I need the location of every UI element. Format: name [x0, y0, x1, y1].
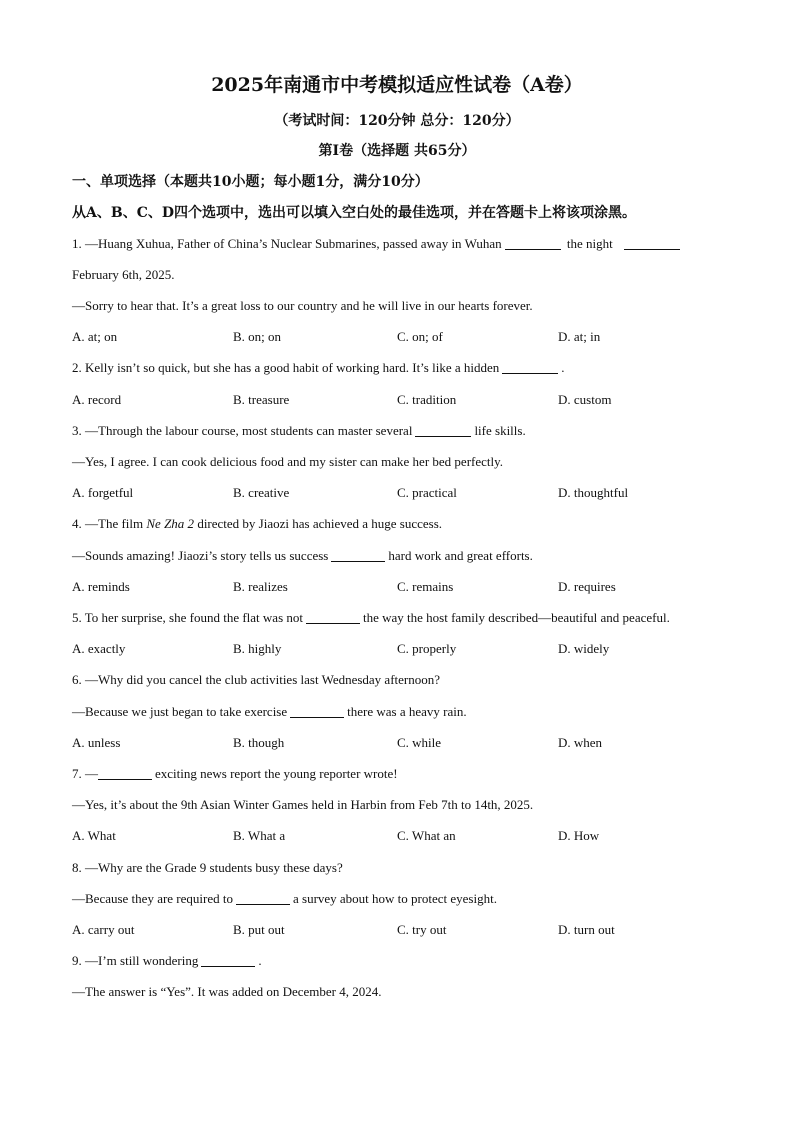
question-8-reply-text: —Because they are required to: [72, 891, 233, 906]
question-7-text: 7. —: [72, 766, 98, 781]
question-4-text: 4. —The film: [72, 516, 144, 531]
question-9-end: .: [258, 953, 262, 968]
option-d[interactable]: D. custom: [558, 392, 612, 407]
option-c[interactable]: C. remains: [397, 579, 454, 594]
question-8-reply: [72, 891, 497, 907]
exam-title: 2025年南通市中考模拟适应性试卷（A卷）: [211, 74, 583, 96]
answer-blank: [236, 903, 290, 905]
option-d[interactable]: D. when: [558, 735, 603, 750]
option-c[interactable]: C. practical: [397, 485, 457, 500]
question-6-reply-text: —Because we just began to take exercise: [72, 704, 288, 719]
option-c[interactable]: C. on; of: [397, 329, 443, 344]
option-a[interactable]: A. What: [72, 828, 116, 843]
option-a[interactable]: A. exactly: [72, 641, 126, 656]
section-heading: 一、单项选择（本题共10小题；每小题1分，满分10分）: [72, 174, 429, 190]
question-4-line: [72, 516, 442, 532]
question-1-options: [72, 329, 722, 345]
question-5-line: [72, 610, 670, 626]
option-b[interactable]: B. on; on: [233, 329, 282, 344]
option-b[interactable]: B. though: [233, 735, 285, 750]
question-6-line: 6. —Why did you cancel the club activities last Wednesday afternoon?: [72, 672, 441, 687]
question-6-reply: [72, 704, 467, 720]
option-a[interactable]: A. carry out: [72, 922, 135, 937]
answer-blank: [290, 716, 344, 718]
question-9-reply: —The answer is “Yes”. It was added on December 4, 2024.: [72, 984, 382, 999]
question-8-reply-end: a survey about how to protect eyesight.: [292, 891, 497, 906]
question-4-reply-end: hard work and great efforts.: [388, 548, 533, 563]
option-a[interactable]: A. at; on: [72, 329, 118, 344]
question-3-options: [72, 485, 722, 501]
volume-heading: 第Ⅰ卷（选择题 共65分）: [318, 143, 476, 159]
option-a[interactable]: A. unless: [72, 735, 121, 750]
option-c[interactable]: C. try out: [397, 922, 447, 937]
option-d[interactable]: D. turn out: [558, 922, 615, 937]
option-d[interactable]: D. How: [558, 828, 600, 843]
question-7-line: [72, 766, 398, 782]
question-6-options: [72, 735, 722, 751]
question-4-reply: [72, 548, 533, 564]
question-1-text-b: the night: [566, 236, 613, 251]
option-c[interactable]: C. What an: [397, 828, 456, 843]
question-7-text-b: exciting news report the young reporter wrote!: [155, 766, 398, 781]
question-6-reply-end: there was a heavy rain.: [347, 704, 467, 719]
film-title: Ne Zha 2: [146, 516, 195, 531]
question-4-text-b: directed by Jiaozi has achieved a huge success.: [197, 516, 443, 531]
answer-blank: [502, 372, 558, 374]
question-3-text: 3. —Through the labour course, most students can master several: [72, 423, 413, 438]
section-instruction: 从A、B、C、D四个选项中，选出可以填入空白处的最佳选项，并在答题卡上将该项涂黑。: [72, 205, 636, 221]
question-2-end: .: [561, 360, 565, 375]
question-9-text: 9. —I’m still wondering: [72, 953, 199, 968]
question-1-line-1: [72, 236, 683, 252]
question-5-text: 5. To her surprise, she found the flat was not: [72, 610, 303, 625]
option-b[interactable]: B. What a: [233, 828, 286, 843]
option-c[interactable]: C. properly: [397, 641, 457, 656]
question-2-options: [72, 392, 722, 408]
option-d[interactable]: D. requires: [558, 579, 616, 594]
question-1-line-2: February 6th, 2025.: [72, 267, 175, 282]
question-5-text-b: the way the host family described—beautiful and peaceful.: [363, 610, 670, 625]
exam-subtitle: （考试时间：120分钟 总分：120分）: [274, 113, 520, 129]
question-2-line: [72, 360, 565, 376]
question-4-options: [72, 579, 722, 595]
question-8-options: [72, 922, 722, 938]
question-4-reply-text: —Sounds amazing! Jiaozi’s story tells us success: [72, 548, 329, 563]
question-2-text: 2. Kelly isn’t so quick, but she has a good habit of working hard. It’s like a hidden: [72, 360, 500, 375]
question-7-options: [72, 828, 722, 844]
question-8-line: 8. —Why are the Grade 9 students busy these days?: [72, 860, 343, 875]
answer-blank: [505, 248, 561, 250]
answer-blank: [98, 778, 152, 780]
question-9-line: [72, 953, 262, 969]
option-a[interactable]: A. reminds: [72, 579, 130, 594]
option-b[interactable]: B. highly: [233, 641, 282, 656]
option-a[interactable]: A. record: [72, 392, 122, 407]
option-b[interactable]: B. put out: [233, 922, 285, 937]
answer-blank: [331, 560, 385, 562]
answer-blank: [306, 622, 360, 624]
question-1-text: 1. —Huang Xuhua, Father of China’s Nuclear Submarines, passed away in Wuhan: [72, 236, 502, 251]
question-3-reply: —Yes, I agree. I can cook delicious food and my sister can make her bed perfectly.: [72, 454, 504, 469]
question-7-reply: —Yes, it’s about the 9th Asian Winter Games held in Harbin from Feb 7th to 14th, 2025.: [72, 797, 534, 812]
answer-blank: [415, 435, 471, 437]
question-1-reply: —Sorry to hear that. It’s a great loss to our country and he will live in our hearts forever.: [72, 298, 533, 313]
option-d[interactable]: D. thoughtful: [558, 485, 629, 500]
option-c[interactable]: C. tradition: [397, 392, 457, 407]
answer-blank: [624, 248, 680, 250]
option-d[interactable]: D. widely: [558, 641, 610, 656]
option-a[interactable]: A. forgetful: [72, 485, 134, 500]
option-c[interactable]: C. while: [397, 735, 442, 750]
question-5-options: [72, 641, 722, 657]
answer-blank: [201, 965, 255, 967]
question-3-text-b: life skills.: [474, 423, 526, 438]
option-b[interactable]: B. realizes: [233, 579, 288, 594]
option-b[interactable]: B. creative: [233, 485, 290, 500]
question-3-line: [72, 423, 526, 439]
option-b[interactable]: B. treasure: [233, 392, 290, 407]
option-d[interactable]: D. at; in: [558, 329, 601, 344]
